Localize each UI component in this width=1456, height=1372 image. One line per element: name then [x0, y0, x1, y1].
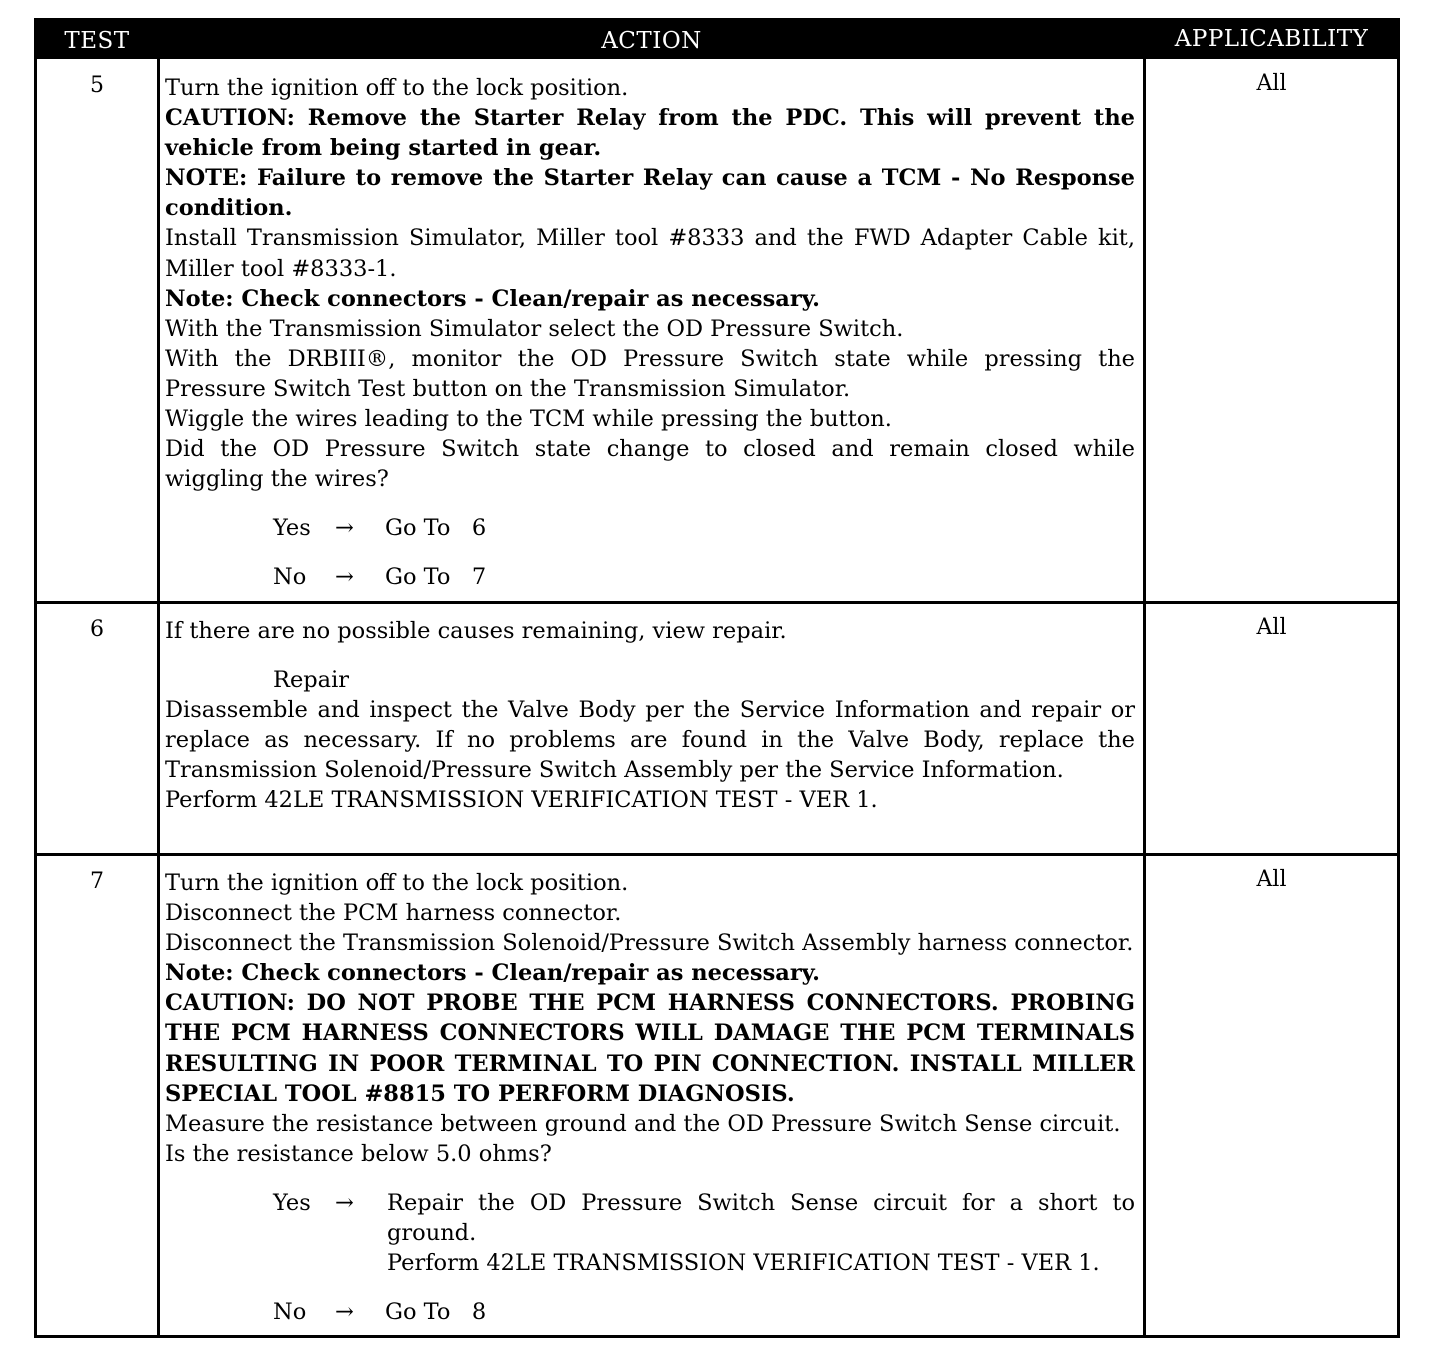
applicability-value: All	[1256, 71, 1287, 96]
action-line: With the Transmission Simulator select the OD Pressure Switch.	[165, 315, 904, 342]
action-line: Turn the ignition off to the lock position.	[165, 75, 629, 101]
applicability-value: All	[1256, 615, 1287, 640]
yes-label: Yes	[273, 1189, 311, 1216]
note-text: Note: Check connectors - Clean/repair as necessary.	[165, 960, 820, 987]
arrow-right-icon: →	[335, 564, 354, 591]
column-divider	[157, 21, 160, 1335]
arrow-right-icon: →	[335, 1299, 354, 1326]
note-text: NOTE: Failure to remove the Starter Relay can cause a TCM - No Response condition.	[165, 165, 1135, 222]
column-divider	[1143, 21, 1146, 1335]
question-text: Did the OD Pressure Switch state change to closed and remain closed while wiggling the wires?	[165, 436, 1135, 493]
yes-label: Yes	[273, 515, 311, 542]
action-line: Measure the resistance between ground and the OD Pressure Switch Sense circuit.	[165, 1110, 1121, 1137]
yes-target: Go To 6	[385, 515, 487, 542]
yes-branch	[165, 513, 1135, 543]
test-number: 7	[90, 869, 104, 894]
header-test: TEST	[64, 28, 130, 54]
action-line: Disconnect the Transmission Solenoid/Pressure Switch Assembly harness connector.	[165, 930, 1134, 957]
no-target: Go To 8	[385, 1299, 487, 1326]
action-text	[165, 73, 1135, 592]
action-text	[165, 868, 1135, 1327]
no-label: No	[273, 1299, 307, 1326]
action-line: Turn the ignition off to the lock position.	[165, 870, 629, 896]
action-line: Disconnect the PCM harness connector.	[165, 900, 622, 927]
yes-verify: Perform 42LE TRANSMISSION VERIFICATION TEST - VER 1.	[387, 1250, 1100, 1277]
caution-text: CAUTION: DO NOT PROBE THE PCM HARNESS CONNECTORS. PROBING THE PCM HARNESS CONNECTORS WILL DAMAGE THE PCM TERMINALS RESULTING IN POOR TERMINAL TO PIN CONNECTION. INSTALL MILLER SPECIAL TOOL #8815 TO PERFORM DIAGNOSIS.	[165, 990, 1135, 1107]
row-divider	[37, 853, 1397, 856]
action-line: Install Transmission Simulator, Miller tool #8333 and the FWD Adapter Cable kit, Miller tool #8333-1.	[165, 225, 1135, 282]
repair-label: Repair	[273, 667, 350, 694]
table-header	[37, 21, 1397, 59]
arrow-right-icon: →	[335, 515, 354, 542]
row-divider	[37, 601, 1397, 604]
action-line: Wiggle the wires leading to the TCM while pressing the button.	[165, 406, 892, 433]
action-line: With the DRBIII®, monitor the OD Pressure Switch state while pressing the Pressure Switch Test button on the Transmission Simulator.	[165, 345, 1135, 402]
action-line: If there are no possible causes remaining, view repair.	[165, 618, 787, 644]
yes-target: Repair the OD Pressure Switch Sense circuit for a short to ground.	[387, 1189, 1135, 1247]
repair-verify: Perform 42LE TRANSMISSION VERIFICATION TEST - VER 1.	[165, 787, 878, 814]
question-text: Is the resistance below 5.0 ohms?	[165, 1140, 552, 1167]
diagnostic-table	[34, 18, 1400, 1338]
header-applicability: APPLICABILITY	[1174, 26, 1369, 52]
test-number: 6	[90, 617, 104, 642]
no-branch	[165, 1297, 1135, 1327]
action-text	[165, 616, 1135, 816]
header-action: ACTION	[601, 28, 702, 54]
no-label: No	[273, 564, 307, 591]
no-target: Go To 7	[385, 564, 487, 591]
applicability-value: All	[1256, 867, 1287, 892]
no-branch	[165, 562, 1135, 592]
caution-text: CAUTION: Remove the Starter Relay from the PDC. This will prevent the vehicle from being started in gear.	[165, 105, 1135, 162]
yes-branch	[165, 1188, 1135, 1278]
test-number: 5	[90, 73, 104, 98]
note-text: Note: Check connectors - Clean/repair as necessary.	[165, 285, 820, 312]
arrow-right-icon: →	[335, 1189, 354, 1216]
repair-text: Disassemble and inspect the Valve Body per the Service Information and repair or replace as necessary. If no problems are found in the Valve Body, replace the Transmission Solenoid/Pressure Switch Assembly per the Service Information.	[165, 697, 1135, 784]
